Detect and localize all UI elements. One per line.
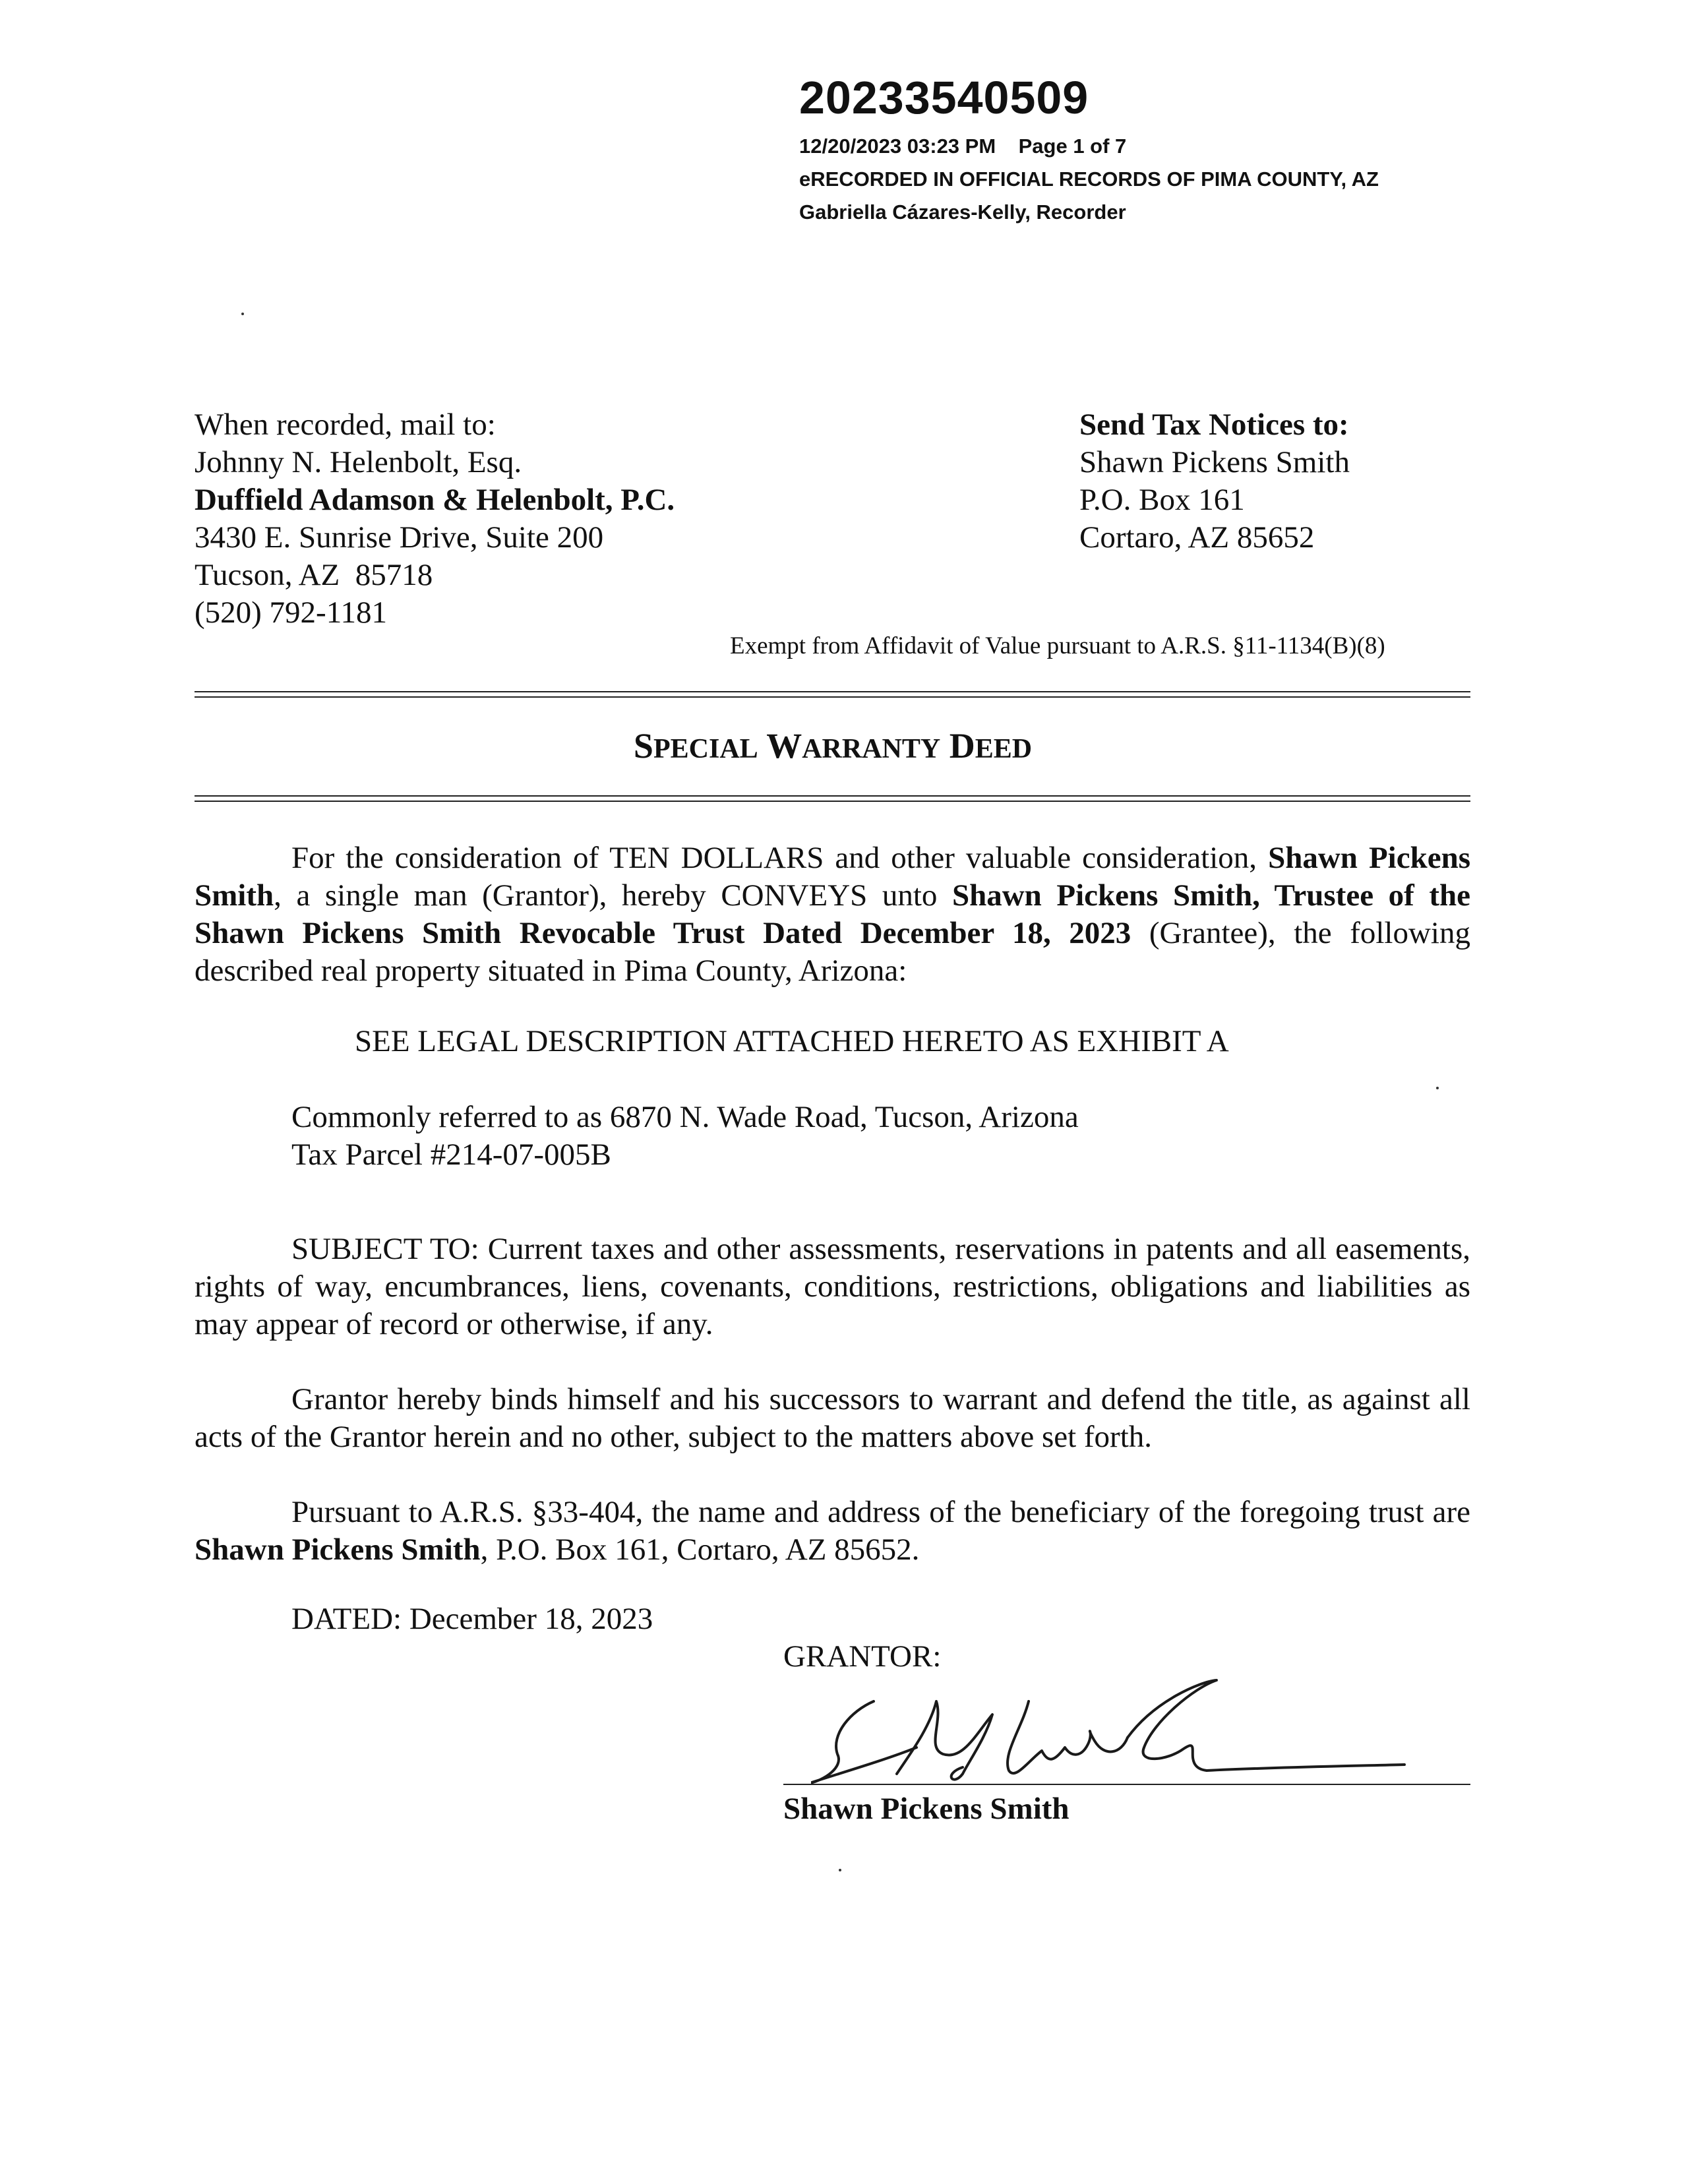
consideration-paragraph bbox=[195, 839, 1470, 990]
signature-line bbox=[783, 1784, 1470, 1785]
mail-to-heading: When recorded, mail to: bbox=[195, 408, 496, 442]
grantor-name: Shawn Pickens Smith bbox=[195, 841, 1470, 913]
title-rest: PECIAL bbox=[653, 734, 758, 764]
tax-notices-block bbox=[1079, 406, 1350, 557]
beneficiary-name: Shawn Pickens Smith bbox=[195, 1532, 481, 1567]
warranty-paragraph bbox=[195, 1381, 1470, 1456]
tax-notices-box: P.O. Box 161 bbox=[1079, 483, 1245, 517]
title-rule-bottom-1 bbox=[195, 795, 1470, 797]
property-reference bbox=[291, 1099, 1079, 1174]
title-rest: EED bbox=[975, 734, 1033, 764]
mail-to-city: Tucson, AZ 85718 bbox=[195, 558, 433, 592]
consideration-text: For the consideration of TEN DOLLARS and other valuable consideration, bbox=[291, 841, 1269, 875]
recording-office: eRECORDED IN OFFICIAL RECORDS OF PIMA COUNTY, AZ bbox=[799, 167, 1379, 191]
title-rule-top-1 bbox=[195, 691, 1470, 692]
title-cap: D bbox=[949, 726, 975, 766]
title-rule-top-2 bbox=[195, 696, 1470, 698]
tax-notices-city: Cortaro, AZ 85652 bbox=[1079, 520, 1315, 555]
beneficiary-text: Pursuant to A.R.S. §33-404, the name and address of the beneficiary of the foregoing trust are bbox=[291, 1495, 1470, 1529]
tax-notices-name: Shawn Pickens Smith bbox=[1079, 445, 1350, 479]
scan-speck bbox=[1436, 1087, 1439, 1089]
subject-to-text: SUBJECT TO: Current taxes and other assessments, reservations in patents and all easements, rights of way, encumbrances, liens, covenants, conditions, restrictions, obligations and liabilities as may appear of record or otherwise, if any. bbox=[195, 1232, 1470, 1341]
warranty-text: Grantor hereby binds himself and his successors to warrant and defend the title, as against all acts of the Grantor herein and no other, subject to the matters above set forth. bbox=[195, 1382, 1470, 1454]
title-rest: ARRANTY bbox=[802, 734, 941, 764]
subject-to-paragraph bbox=[195, 1230, 1470, 1343]
signer-name: Shawn Pickens Smith bbox=[783, 1792, 1070, 1826]
mail-to-firm: Duffield Adamson & Helenbolt, P.C. bbox=[195, 483, 675, 517]
recorder-name: Gabriella Cázares-Kelly, Recorder bbox=[799, 200, 1126, 224]
tax-parcel: Tax Parcel #214-07-005B bbox=[291, 1138, 611, 1172]
mail-to-phone: (520) 792-1181 bbox=[195, 595, 387, 630]
title-cap: W bbox=[766, 726, 802, 766]
document-title bbox=[0, 725, 1666, 766]
title-cap: S bbox=[633, 726, 653, 766]
beneficiary-paragraph bbox=[195, 1494, 1470, 1569]
recording-date-page: 12/20/2023 03:23 PM Page 1 of 7 bbox=[799, 135, 1127, 158]
mail-to-block bbox=[195, 406, 675, 632]
consideration-text: (Grantee), the following described real property situated in Pima County, Arizona: bbox=[195, 916, 1470, 988]
exempt-note: Exempt from Affidavit of Value pursuant to A.R.S. §11-1134(B)(8) bbox=[730, 632, 1385, 659]
legal-description: SEE LEGAL DESCRIPTION ATTACHED HERETO AS EXHIBIT A bbox=[355, 1024, 1229, 1058]
dated-line: DATED: December 18, 2023 bbox=[291, 1602, 653, 1636]
scan-speck bbox=[839, 1869, 841, 1871]
consideration-text: , a single man (Grantor), hereby CONVEYS unto bbox=[274, 878, 952, 913]
property-address: Commonly referred to as 6870 N. Wade Road, Tucson, Arizona bbox=[291, 1100, 1079, 1134]
beneficiary-text: , P.O. Box 161, Cortaro, AZ 85652. bbox=[480, 1532, 920, 1567]
recording-number: 20233540509 bbox=[799, 72, 1089, 123]
mail-to-street: 3430 E. Sunrise Drive, Suite 200 bbox=[195, 520, 604, 555]
grantee-name: Shawn Pickens Smith, Trustee of the Shawn Pickens Smith Revocable Trust Dated December 18, 2023 bbox=[195, 878, 1470, 950]
tax-notices-heading: Send Tax Notices to: bbox=[1079, 408, 1349, 442]
signature-image bbox=[811, 1675, 1444, 1794]
title-rule-bottom-2 bbox=[195, 801, 1470, 802]
mail-to-name: Johnny N. Helenbolt, Esq. bbox=[195, 445, 522, 479]
scan-speck bbox=[241, 313, 244, 315]
grantor-label: GRANTOR: bbox=[783, 1639, 942, 1674]
